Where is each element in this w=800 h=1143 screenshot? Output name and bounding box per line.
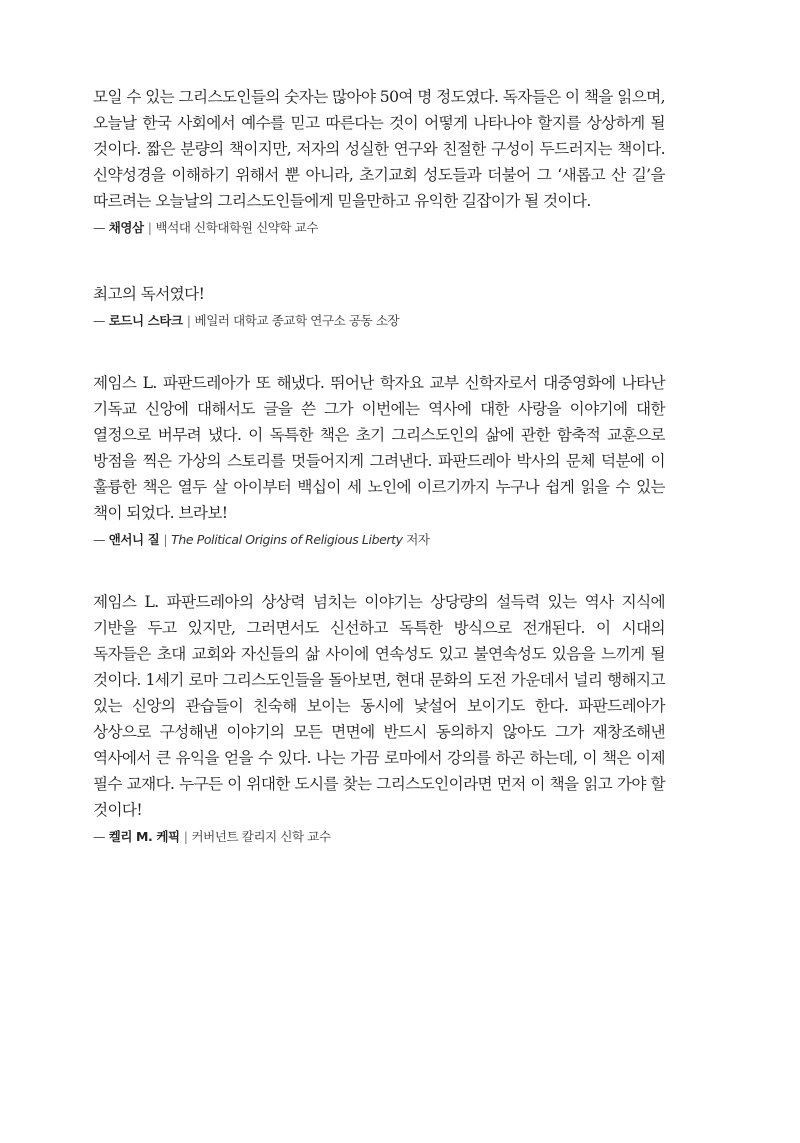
endorsement-gill — [93, 370, 665, 551]
endorsement-attribution — [93, 217, 665, 239]
endorsement-quote: 모일 수 있는 그리스도인들의 숫자는 많아야 50여 명 정도였다. 독자들은 이 책을 읽으며, 오늘날 한국 사회에서 예수를 믿고 따른다는 것이 어떻게 나타나야 할지를 상상하게 될 것이다. 짧은 분량의 책이지만, 저자의 성실한 연구와 친절한 구성이 두드러지는 책이다. 신약성경을 이해하기 위해서 뿐 아니라, 초기교회 성도들과 더불어 그 ‘새롭고 산 길’을 따르려는 오늘날의 그리스도인들에게 믿을만하고 유익한 길잡이가 될 것이다. — [93, 88, 665, 210]
em-dash: — — [93, 829, 106, 844]
endorsement-stark — [93, 281, 665, 332]
endorsements-page — [93, 84, 665, 848]
em-dash: — — [93, 313, 106, 328]
attribution-separator: | — [186, 313, 191, 328]
em-dash: — — [93, 532, 106, 547]
endorser-name: 채영삼 — [108, 220, 144, 235]
book-title: The Political Origins of Religious Liberty — [171, 532, 403, 547]
em-dash: — — [93, 220, 106, 235]
endorser-title: 베일러 대학교 종교학 연구소 공동 소장 — [194, 313, 400, 328]
attribution-separator: | — [183, 829, 188, 844]
endorsement-attribution — [93, 529, 665, 551]
endorser-name: 로드니 스타크 — [108, 313, 183, 328]
attribution-separator: | — [147, 220, 152, 235]
endorsement-quote: 제임스 L. 파판드레아의 상상력 넘치는 이야기는 상당량의 설득력 있는 역사 지식에 기반을 두고 있지만, 그러면서도 신선하고 독특한 방식으로 전개된다. 이 시대의 독자들은 초대 교회와 자신들의 삶 사이에 연속성도 있고 불연속성도 있음을 느끼게 될 것이다. 1세기 로마 그리스도인들을 돌아보면, 현대 문화의 도전 가운데서 널리 행해지고 있는 신앙의 관습들이 친숙해 보이는 동시에 낯설어 보이기도 한다. 파판드레아가 상상으로 구성해낸 이야기의 모든 면면에 반드시 동의하지 않아도 그가 재창조해낸 역사에서 큰 유익을 얻을 수 있다. 나는 가끔 로마에서 강의를 하곤 하는데, 이 책은 이제 필수 교재다. 누구든 이 위대한 도시를 찾는 그리스도인이라면 먼저 이 책을 읽고 가야 할 것이다! — [93, 593, 665, 819]
endorsement-attribution — [93, 826, 665, 848]
endorser-title: 저자 — [402, 532, 430, 547]
endorser-title: 커버넌트 칼리지 신학 교수 — [191, 829, 331, 844]
endorsement-quote: 제임스 L. 파판드레아가 또 해냈다. 뛰어난 학자요 교부 신학자로서 대중영화에 나타난 기독교 신앙에 대해서도 글을 쓴 그가 이번에는 역사에 대한 사랑을 이야기에 대한 열정으로 버무려 냈다. 이 독특한 책은 초기 그리스도인의 삶에 관한 함축적 교훈으로 방점을 찍은 가상의 스토리를 멋들어지게 그려낸다. 파판드레아 박사의 문체 덕분에 이 훌륭한 책은 열두 살 아이부터 백십이 세 노인에 이르기까지 누구나 쉽게 읽을 수 있는 책이 되었다. 브라보! — [93, 374, 665, 522]
attribution-separator: | — [163, 532, 168, 547]
endorsement-kapic — [93, 589, 665, 848]
endorsement-attribution — [93, 310, 665, 332]
endorsement-chae — [93, 84, 665, 239]
endorser-name: 켈리 M. 케픽 — [108, 829, 180, 844]
endorser-name: 앤서니 질 — [108, 532, 160, 547]
endorsement-quote: 최고의 독서였다! — [93, 285, 205, 303]
endorser-title: 백석대 신학대학원 신약학 교수 — [155, 220, 319, 235]
